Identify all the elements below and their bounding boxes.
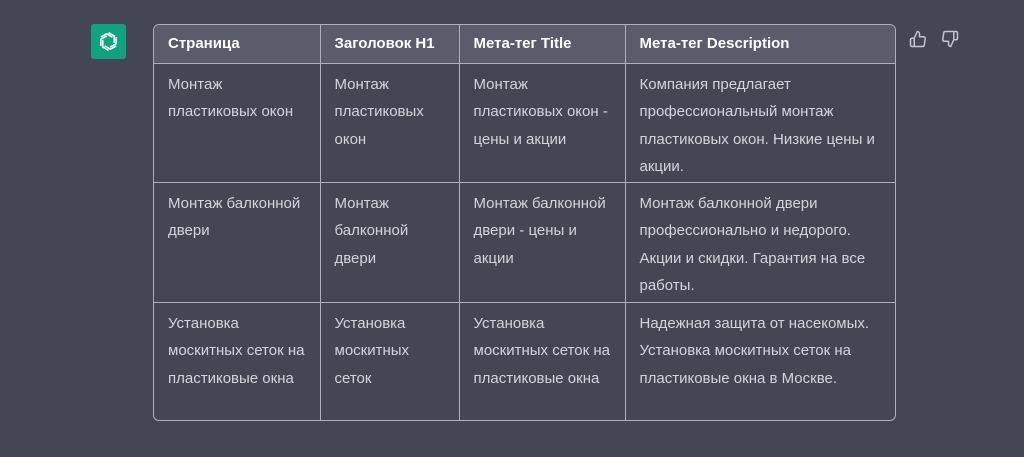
table-header-row [154, 25, 896, 63]
table-cell: Монтаж балконной двери [320, 182, 459, 302]
table-cell: Монтаж пластиковых окон [320, 63, 459, 182]
table-row [154, 63, 896, 182]
table-cell: Установка москитных сеток [320, 302, 459, 421]
thumbs-down-icon [941, 30, 959, 48]
thumbs-up-button[interactable] [908, 29, 928, 49]
table-cell: Компания предлагает профессиональный монтаж пластиковых окон. Низкие цены и акции. [625, 63, 896, 182]
table-cell: Монтаж пластиковых окон [154, 63, 320, 182]
thumbs-up-icon [909, 30, 927, 48]
table-cell: Монтаж балконной двери - цены и акции [459, 182, 625, 302]
table-cell: Монтаж балконной двери профессионально и недорого. Акции и скидки. Гарантия на все работы. [625, 182, 896, 302]
header-page: Страница [154, 25, 320, 63]
feedback-buttons [908, 29, 960, 49]
header-description: Мета-тег Description [625, 25, 896, 63]
table-row [154, 182, 896, 302]
table-row [154, 302, 896, 421]
table-cell: Монтаж балконной двери [154, 182, 320, 302]
table-cell: Надежная защита от насекомых. Установка москитных сеток на пластиковые окна в Москве. [625, 302, 896, 421]
table-cell: Монтаж пластиковых окон - цены и акции [459, 63, 625, 182]
thumbs-down-button[interactable] [940, 29, 960, 49]
assistant-avatar [91, 24, 126, 59]
table-cell: Установка москитных сеток на пластиковые окна [154, 302, 320, 421]
header-title: Мета-тег Title [459, 25, 625, 63]
header-h1: Заголовок H1 [320, 25, 459, 63]
seo-table [153, 24, 896, 421]
table-cell: Установка москитных сеток на пластиковые окна [459, 302, 625, 421]
openai-logo-icon [96, 29, 121, 54]
